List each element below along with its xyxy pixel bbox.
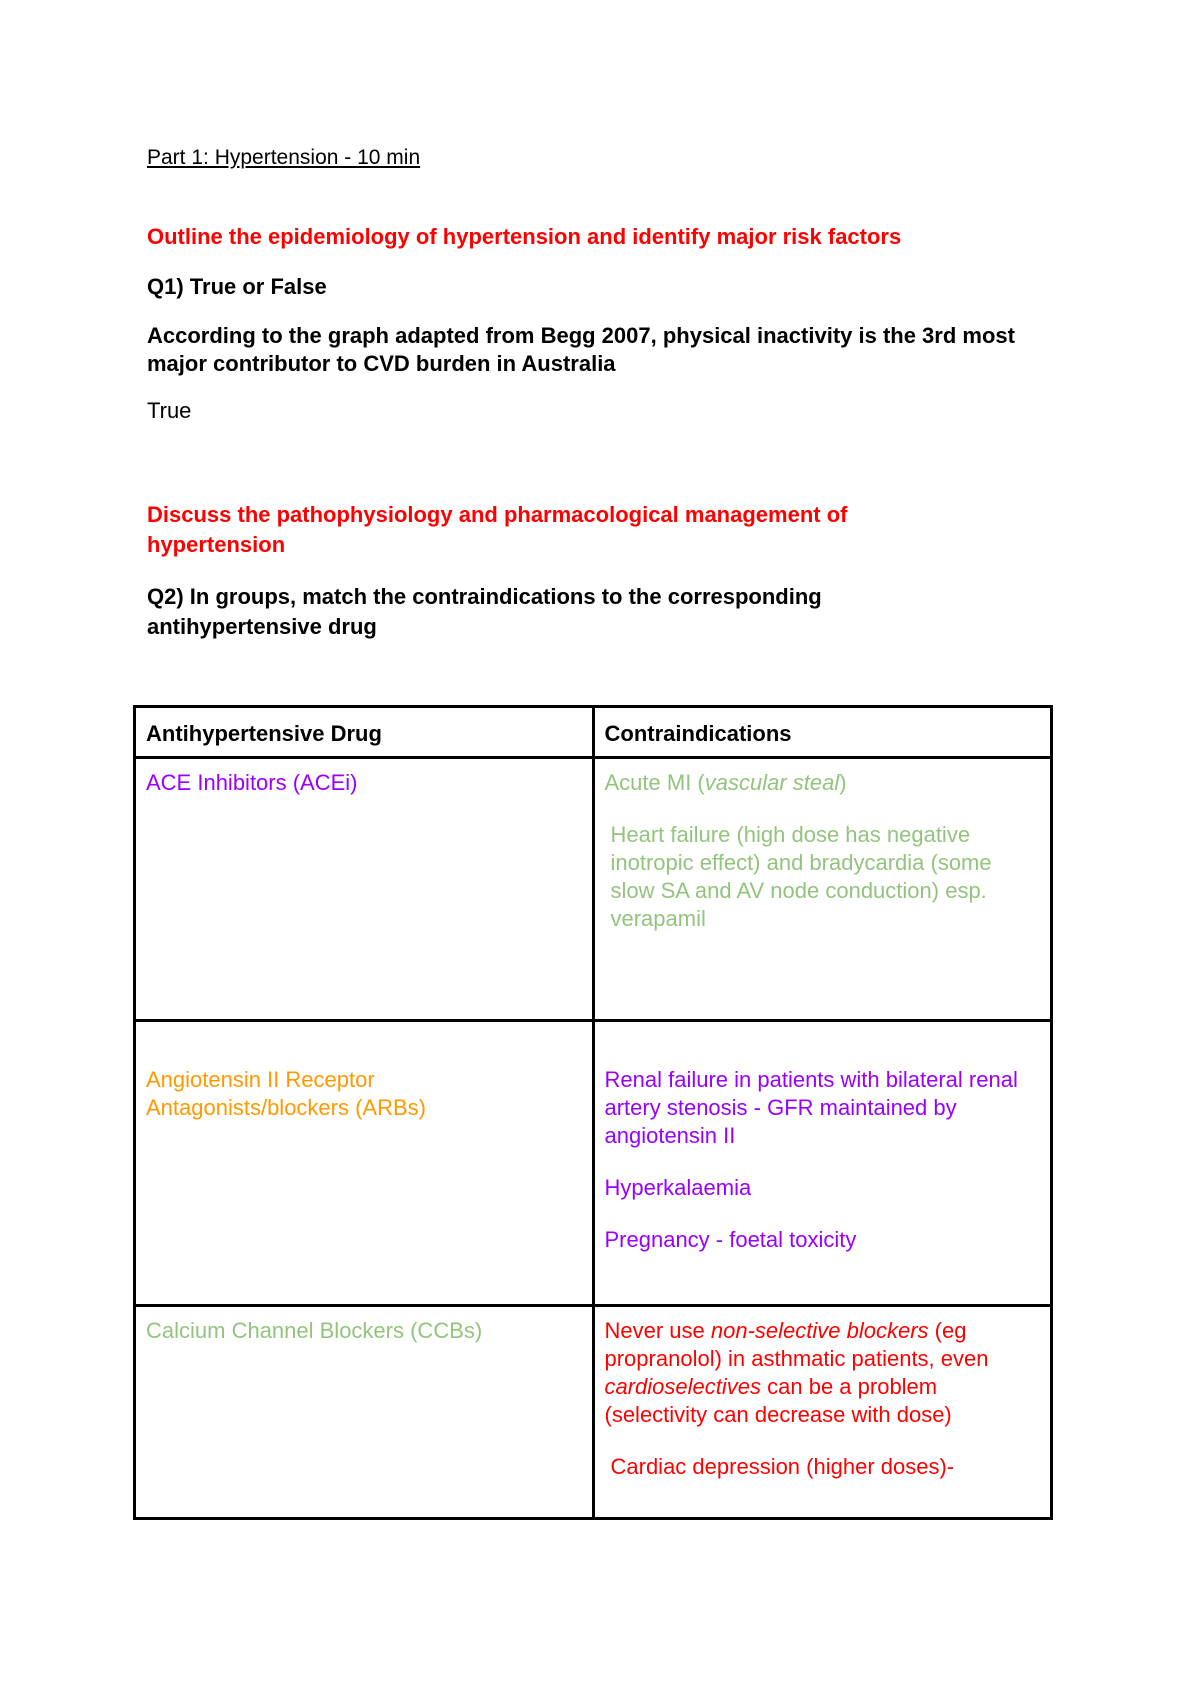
contraindication-item: Pregnancy - foetal toxicity <box>604 1227 857 1252</box>
contraindication-item: Hyperkalaemia <box>604 1175 752 1200</box>
question-1-label: Q1) True or False <box>147 274 327 299</box>
contraindication-text: ) <box>839 770 847 795</box>
table-row <box>135 1021 1052 1306</box>
question-1-answer: True <box>147 398 192 423</box>
contraindication-text: can be a problem (selectivity can decrease with dose) <box>604 1374 952 1427</box>
contraindication-cell <box>593 1021 1052 1306</box>
contraindication-item: Renal failure in patients with bilateral renal artery stenosis - GFR maintained by angiotensin II <box>604 1067 1018 1148</box>
drug-name-ccbs: Calcium Channel Blockers (CCBs) <box>146 1318 483 1343</box>
drug-cell <box>135 1021 594 1306</box>
contraindication-text: (eg propranolol) in asthmatic patients, even <box>604 1318 989 1371</box>
contraindication-text: Never use <box>604 1318 711 1343</box>
contraindication-item <box>605 769 1041 797</box>
contraindication-text: Acute MI ( <box>604 770 705 795</box>
contraindication-cell <box>593 758 1052 1021</box>
contraindications-table <box>133 705 1053 1520</box>
question-2-text: Q2) In groups, match the contraindications to the corresponding antihypertensive drug <box>147 584 822 639</box>
contraindication-cell <box>593 1306 1052 1519</box>
drug-cell <box>135 1306 594 1519</box>
contraindication-emphasis: cardioselectives <box>604 1374 762 1399</box>
contraindication-item: Cardiac depression (higher doses)- <box>610 1454 955 1479</box>
question-1-text: According to the graph adapted from Begg 2007, physical inactivity is the 3rd most major contributor to CVD burden in Australia <box>147 323 1015 376</box>
drug-name-arbs: Angiotensin II Receptor Antagonists/blockers (ARBs) <box>146 1067 426 1120</box>
header-drug: Antihypertensive Drug <box>135 707 594 758</box>
table-row <box>135 1306 1052 1519</box>
contraindication-item <box>605 1317 1041 1429</box>
table-header-row <box>135 707 1052 758</box>
contraindication-emphasis: non-selective blockers <box>710 1318 929 1343</box>
header-contraindications: Contraindications <box>593 707 1052 758</box>
drug-cell <box>135 758 594 1021</box>
drug-name-acei: ACE Inhibitors (ACEi) <box>146 770 358 795</box>
objective-pathophysiology: Discuss the pathophysiology and pharmacological management of hypertension <box>147 502 848 557</box>
contraindication-item: Heart failure (high dose has negative inotropic effect) and bradycardia (some slow SA and AV node conduction) esp. verapamil <box>610 822 992 931</box>
objective-epidemiology: Outline the epidemiology of hypertension and identify major risk factors <box>147 224 902 249</box>
part-heading: Part 1: Hypertension - 10 min <box>147 146 421 169</box>
table-row <box>135 758 1052 1021</box>
contraindication-emphasis: vascular steal <box>704 770 840 795</box>
